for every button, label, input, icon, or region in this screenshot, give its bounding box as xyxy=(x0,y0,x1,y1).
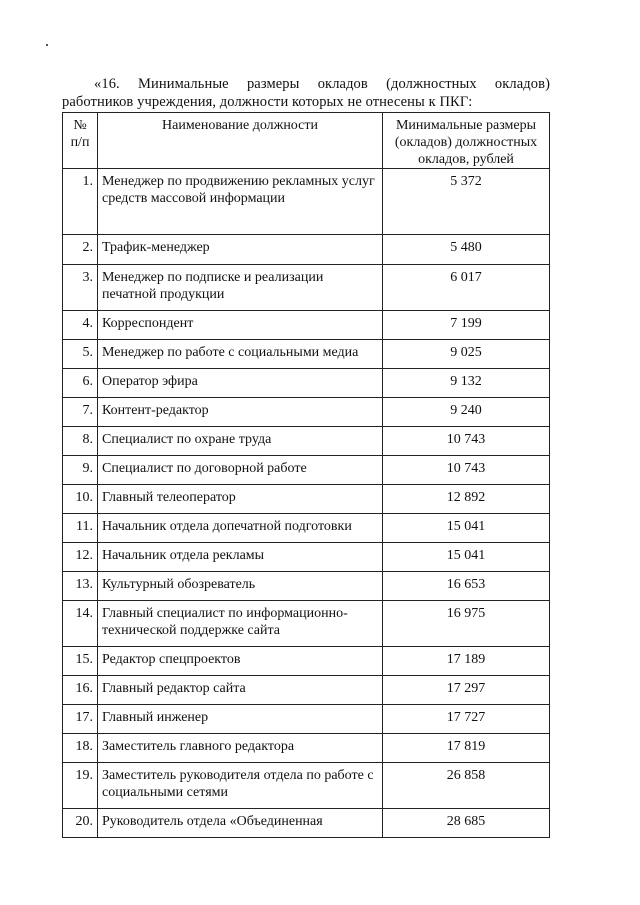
salary-value: 9 240 xyxy=(383,398,550,427)
table-row xyxy=(63,647,550,676)
salary-value: 7 199 xyxy=(383,311,550,340)
row-number: 20. xyxy=(63,809,98,838)
table-row xyxy=(63,543,550,572)
table-row xyxy=(63,456,550,485)
header-name: Наименование должности xyxy=(98,113,383,169)
position-name: Контент-редактор xyxy=(98,398,383,427)
row-number: 19. xyxy=(63,763,98,809)
salary-value: 17 819 xyxy=(383,734,550,763)
row-number: 15. xyxy=(63,647,98,676)
salary-value: 17 727 xyxy=(383,705,550,734)
row-number: 3. xyxy=(63,265,98,311)
row-number: 4. xyxy=(63,311,98,340)
row-number: 16. xyxy=(63,676,98,705)
row-number: 17. xyxy=(63,705,98,734)
salary-value: 5 480 xyxy=(383,235,550,265)
position-name: Оператор эфира xyxy=(98,369,383,398)
header-row xyxy=(63,113,550,169)
position-name: Заместитель главного редактора xyxy=(98,734,383,763)
table-row xyxy=(63,235,550,265)
table-row xyxy=(63,601,550,647)
row-number: 2. xyxy=(63,235,98,265)
row-number: 10. xyxy=(63,485,98,514)
salary-value: 10 743 xyxy=(383,427,550,456)
scan-speck xyxy=(46,44,48,46)
table-row xyxy=(63,734,550,763)
position-name: Специалист по договорной работе xyxy=(98,456,383,485)
salary-value: 15 041 xyxy=(383,514,550,543)
row-number: 9. xyxy=(63,456,98,485)
salary-value: 5 372 xyxy=(383,169,550,235)
position-name: Корреспондент xyxy=(98,311,383,340)
table-row xyxy=(63,311,550,340)
salary-value: 16 653 xyxy=(383,572,550,601)
row-number: 1. xyxy=(63,169,98,235)
table-row xyxy=(63,514,550,543)
salary-table xyxy=(62,112,550,838)
salary-value: 10 743 xyxy=(383,456,550,485)
row-number: 13. xyxy=(63,572,98,601)
salary-value: 26 858 xyxy=(383,763,550,809)
row-number: 11. xyxy=(63,514,98,543)
header-num: № п/п xyxy=(63,113,98,169)
salary-value: 17 189 xyxy=(383,647,550,676)
position-name: Заместитель руководителя отдела по работе с социальными сетями xyxy=(98,763,383,809)
row-number: 14. xyxy=(63,601,98,647)
table-row xyxy=(63,763,550,809)
position-name: Главный телеоператор xyxy=(98,485,383,514)
position-name: Руководитель отдела «Объединенная xyxy=(98,809,383,838)
row-number: 6. xyxy=(63,369,98,398)
position-name: Редактор спецпроектов xyxy=(98,647,383,676)
table-row xyxy=(63,398,550,427)
table-row xyxy=(63,676,550,705)
salary-value: 9 025 xyxy=(383,340,550,369)
table-row xyxy=(63,485,550,514)
salary-value: 9 132 xyxy=(383,369,550,398)
salary-value: 15 041 xyxy=(383,543,550,572)
row-number: 7. xyxy=(63,398,98,427)
position-name: Начальник отдела допечатной подготовки xyxy=(98,514,383,543)
position-name: Главный инженер xyxy=(98,705,383,734)
salary-value: 17 297 xyxy=(383,676,550,705)
salary-value: 6 017 xyxy=(383,265,550,311)
table-row xyxy=(63,340,550,369)
position-name: Менеджер по продвижению рекламных услуг средств массовой информации xyxy=(98,169,383,235)
position-name: Культурный обозреватель xyxy=(98,572,383,601)
row-number: 18. xyxy=(63,734,98,763)
row-number: 5. xyxy=(63,340,98,369)
position-name: Главный редактор сайта xyxy=(98,676,383,705)
position-name: Начальник отдела рекламы xyxy=(98,543,383,572)
position-name: Менеджер по подписке и реализации печатной продукции xyxy=(98,265,383,311)
table-row xyxy=(63,427,550,456)
row-number: 8. xyxy=(63,427,98,456)
salary-value: 28 685 xyxy=(383,809,550,838)
salary-value: 12 892 xyxy=(383,485,550,514)
table-row xyxy=(63,705,550,734)
position-name: Специалист по охране труда xyxy=(98,427,383,456)
position-name: Менеджер по работе с социальными медиа xyxy=(98,340,383,369)
header-salary: Минимальные размеры (окладов) должностных окладов, рублей xyxy=(383,113,550,169)
table-row xyxy=(63,572,550,601)
table-row xyxy=(63,169,550,235)
position-name: Трафик-менеджер xyxy=(98,235,383,265)
table-row xyxy=(63,809,550,838)
row-number: 12. xyxy=(63,543,98,572)
table-row xyxy=(63,369,550,398)
intro-paragraph: «16. Минимальные размеры окладов (должностных окладов) работников учреждения, должности которых не отнесены к ПКГ: xyxy=(62,75,550,110)
table-row xyxy=(63,265,550,311)
position-name: Главный специалист по информационно-технической поддержке сайта xyxy=(98,601,383,647)
salary-value: 16 975 xyxy=(383,601,550,647)
